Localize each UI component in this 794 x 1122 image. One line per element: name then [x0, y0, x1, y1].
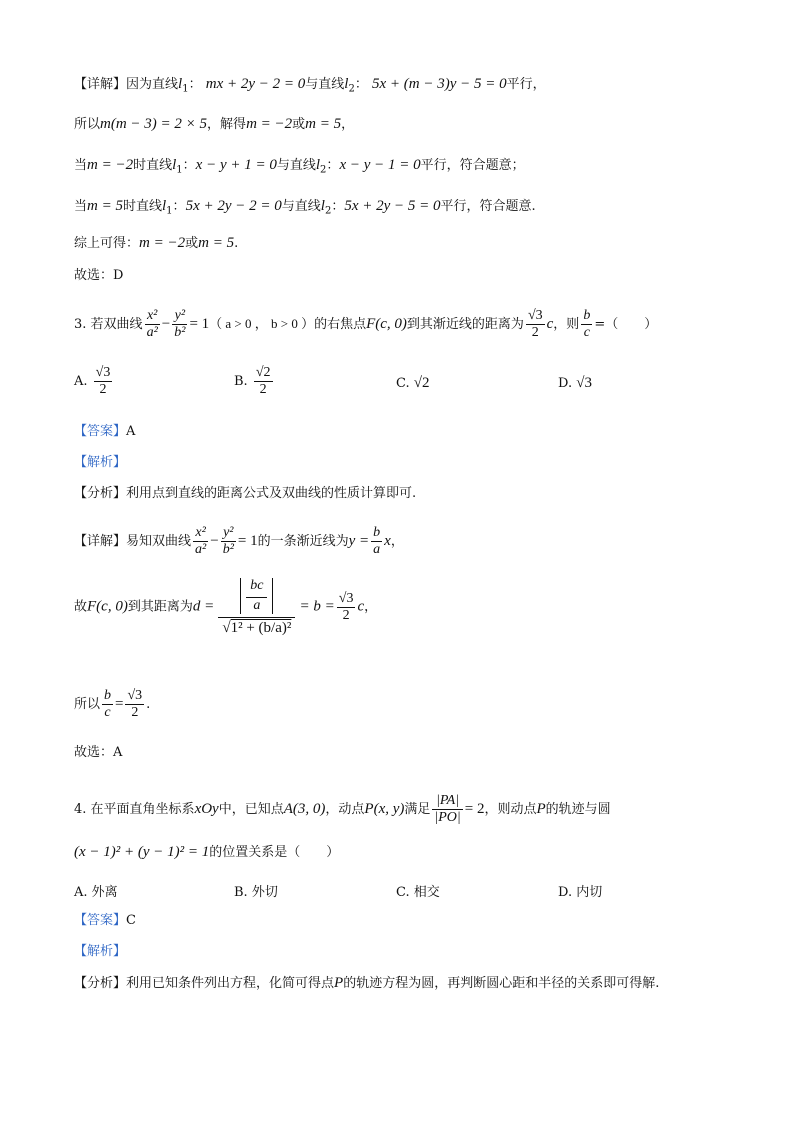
option-a[interactable]: A. $\frac{√3}{2}$ [74, 365, 111, 398]
fraction: $\frac{√2}{2}$ [255, 365, 271, 398]
detail-tag: 【详解】 [74, 77, 127, 92]
option-b[interactable]: B. 外切 [234, 885, 278, 900]
option-d[interactable]: D. √3 [558, 375, 592, 391]
answer-line-q2: 故选：D [74, 268, 124, 283]
fraction: $\frac{√3}{2}$ [527, 308, 543, 341]
answer-tag: 【答案】 [74, 424, 127, 439]
detail-line-q3-3: 所以 $\frac{b}{c}$ = $\frac{√3}{2}$ . [74, 688, 151, 721]
fraction: $\frac{√3}{2}$ [127, 688, 143, 721]
equation: 5x + (m − 3)y − 5 = 0 [371, 76, 507, 92]
fraction: $\frac{\text{x²}}{\text{a²}}$ [146, 308, 158, 341]
detail-line-1: 【详解】因为直线$l_1$： mx + 2y − 2 = 0与直线$l_2$： 5x + (m − 3)y − 5 = 0平行， [74, 76, 546, 95]
equation: mx + 2y − 2 = 0 [205, 76, 306, 92]
analysis-line-q3: 【分析】利用点到直线的距离公式及双曲线的性质计算即可. [74, 486, 417, 501]
analysis-line-q4: 【分析】利用已知条件列出方程，化简可得点P的轨迹方程为圆，再判断圆心距和半径的关系即可得解. [74, 975, 660, 991]
question-3-stem: 3. 若双曲线 $\frac{\text{x²}}{\text{a²}}$ − $\frac{\text{y²}}{\text{b²}}$ = 1（ a > 0 ， b > 0 ）的右焦点F(c, 0)到其渐近线的距离为 $\frac{√3}{2}$ c，则 $\frac{b}{c}$ =（ ） [74, 308, 658, 341]
fraction: $\frac{√3}{2}$ [95, 365, 111, 398]
option-c[interactable]: C. √2 [396, 375, 430, 391]
question-4-stem-2: (x − 1)² + (y − 1)² = 1的位置关系是（ ） [74, 844, 340, 860]
fraction: $\frac{\text{x²}}{\text{a²}}$ [195, 525, 207, 558]
fraction: $\frac{√3}{2}$ [338, 590, 354, 623]
answer-tag: 【答案】 [74, 913, 127, 928]
fraction: $\frac{|PA|}{|PO|}$ [434, 793, 461, 826]
distance-fraction: $\frac{\frac{bc}{a}}{\text{√1² + (b/a)²}}$ [218, 578, 295, 636]
detail-line-q3-2: 故F(c, 0)到其距离为d = $\frac{\frac{bc}{a}}{\text{√1² + (b/a)²}}$ = b = $\frac{√3}{2}$ c， [74, 578, 378, 637]
detail-line-4: 当m = 5时直线$l_1$：5x + 2y − 2 = 0与直线$l_2$：5x + 2y − 5 = 0平行，符合题意. [74, 198, 536, 217]
fraction: $\frac{b}{c}$ [583, 308, 591, 341]
fraction: $\frac{bc}{a}$ [246, 578, 267, 614]
question-4-stem: 4. 在平面直角坐标系xOy中，已知点A(3, 0)，动点P(x, y)满足 $\frac{|PA|}{|PO|}$ = 2，则动点P的轨迹与圆 [74, 793, 611, 826]
option-d[interactable]: D. 内切 [558, 885, 603, 900]
analysis-tag-q3: 【解析】 [74, 455, 127, 470]
detail-line-q3-1: 【详解】易知双曲线 $\frac{\text{x²}}{\text{a²}}$ − $\frac{\text{y²}}{\text{b²}}$ = 1的一条渐近线为y = $\frac{b}{a}$ x， [74, 525, 404, 558]
answer-line-q3-final: 故选：A [74, 745, 123, 760]
fraction: $\frac{b}{c}$ [104, 688, 112, 721]
fraction: $\frac{b}{a}$ [373, 525, 381, 558]
detail-line-5: 综上可得：m = −2或m = 5. [74, 235, 239, 251]
option-c[interactable]: C. 相交 [396, 885, 440, 900]
detail-line-3: 当m = −2时直线$l_1$：x − y + 1 = 0与直线$l_2$：x − y − 1 = 0平行，符合题意； [74, 157, 525, 176]
detail-line-2: 所以m(m − 3) = 2 × 5，解得m = −2或m = 5， [74, 116, 355, 132]
analysis-tag-q4: 【解析】 [74, 944, 127, 959]
fraction: $\frac{\text{y²}}{\text{b²}}$ [174, 308, 186, 341]
option-b[interactable]: B. $\frac{√2}{2}$ [234, 365, 271, 398]
fraction: $\frac{\text{y²}}{\text{b²}}$ [222, 525, 234, 558]
answer-line-q3: 【答案】A [74, 424, 136, 439]
option-a[interactable]: A. 外离 [74, 885, 118, 900]
answer-line-q4: 【答案】C [74, 913, 136, 928]
